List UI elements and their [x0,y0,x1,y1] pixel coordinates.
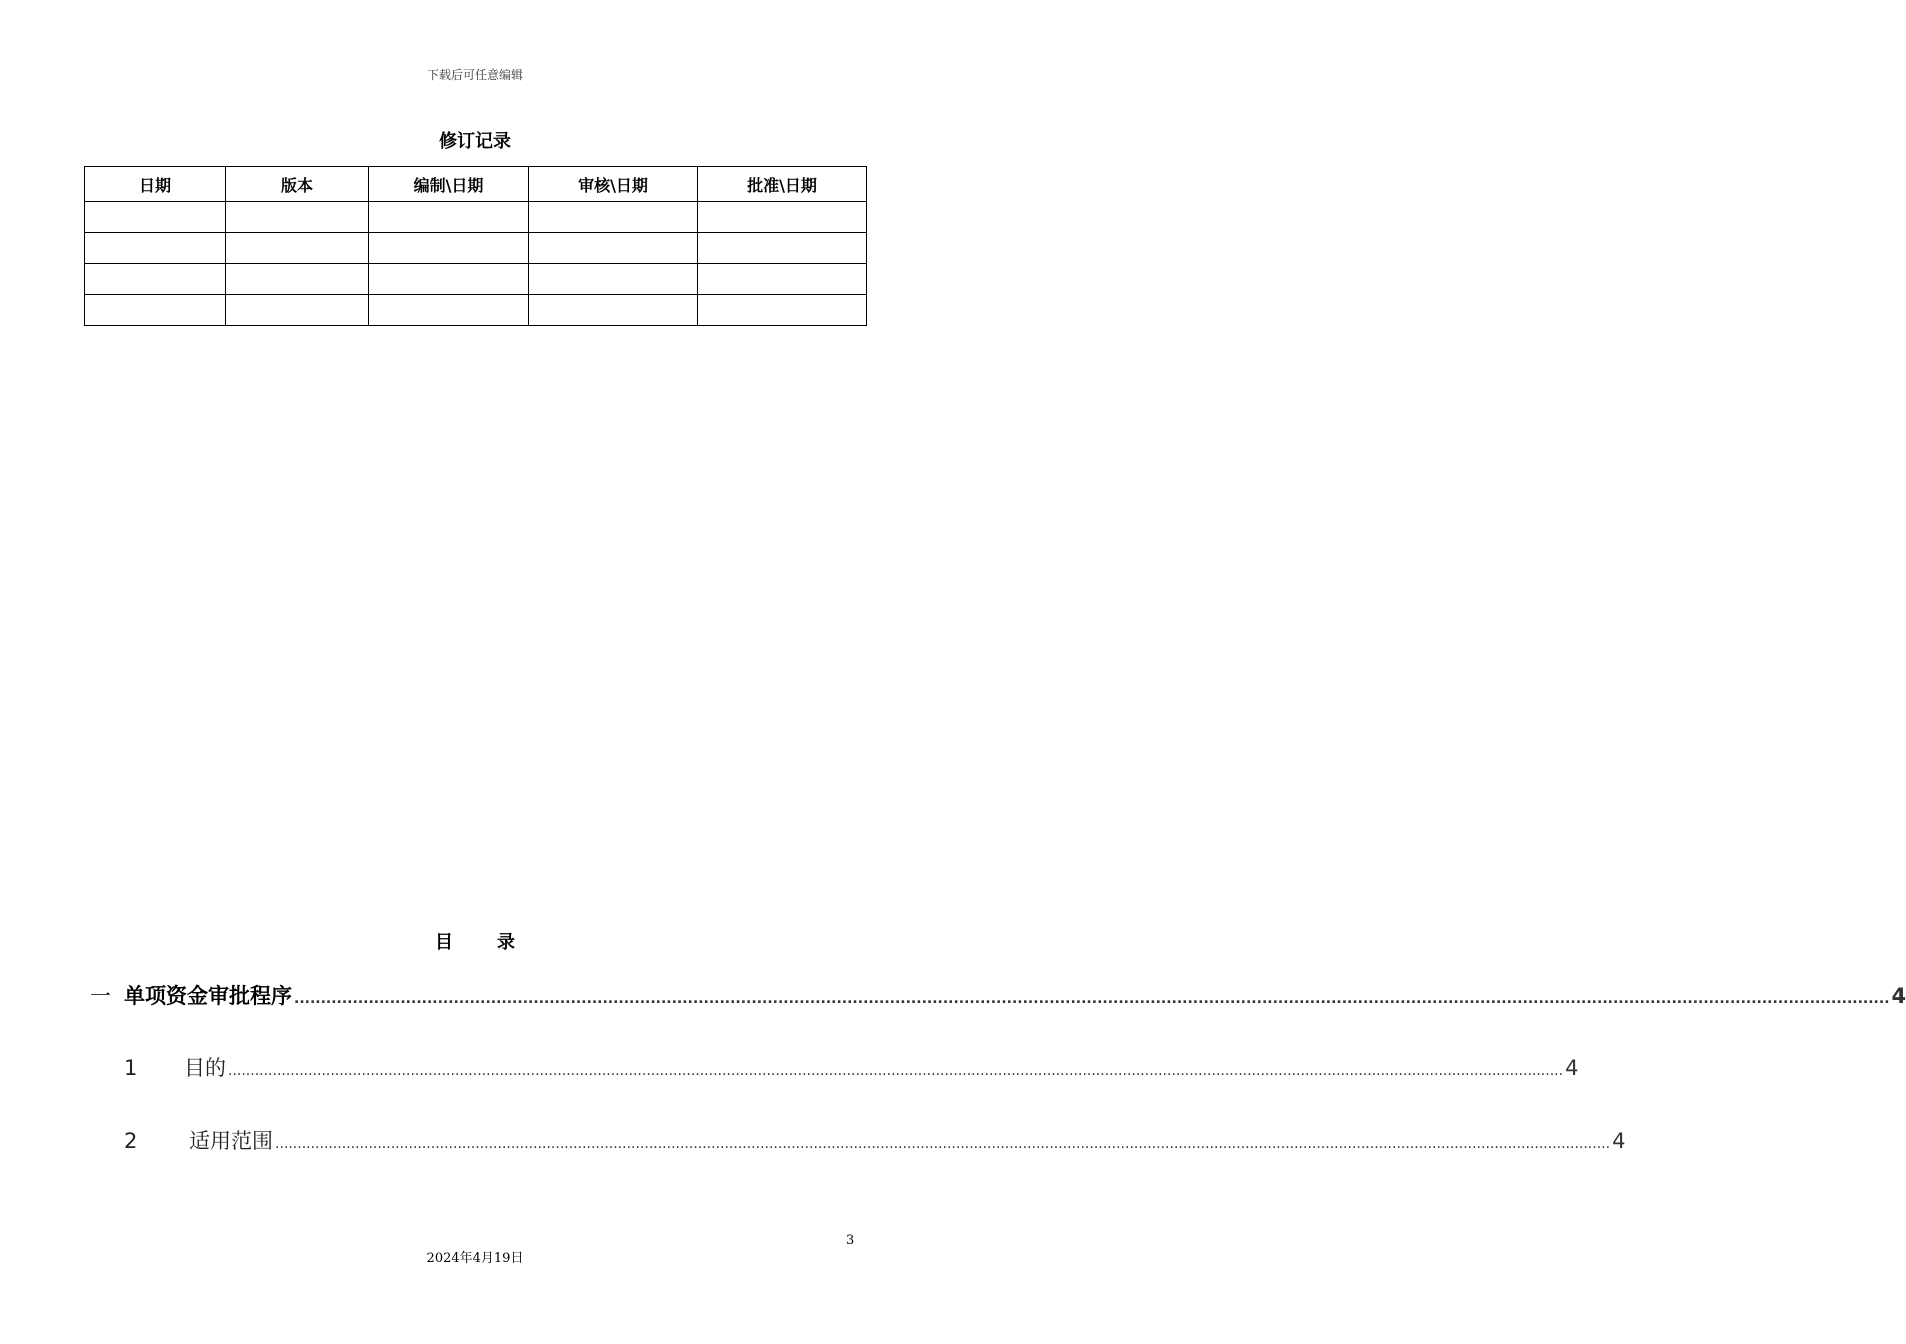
table-cell [529,202,698,233]
column-header-version: 版本 [226,167,369,202]
table-cell [369,233,529,264]
revision-title: 修订记录 [439,131,511,152]
table-row [85,264,867,295]
toc-entry-page: 4 [1565,1056,1579,1080]
toc-title [0,928,950,954]
table-cell [85,202,226,233]
column-header-approved: 批准\日期 [698,167,867,202]
toc-title-left: 目 [435,932,453,953]
page-number: 3 [846,1233,855,1248]
footer-date: 2024年4月19日 [426,1251,524,1266]
table-cell [226,295,369,326]
toc-entry-purpose[interactable] [90,1052,1579,1082]
table-cell [226,202,369,233]
table-cell [698,202,867,233]
toc-entry-label: 单项资金审批程序 [124,984,292,1008]
toc-entry-number: 2 [124,1129,138,1153]
table-cell [226,233,369,264]
table-cell [369,264,529,295]
table-cell [369,202,529,233]
table-cell [85,233,226,264]
table-cell [369,295,529,326]
table-cell [529,264,698,295]
table-row [85,295,867,326]
header-note: 下载后可任意编辑 [426,68,523,82]
toc-entry-page: 4 [1891,984,1906,1008]
table-cell [85,295,226,326]
toc-entry-label: 适用范围 [189,1129,273,1153]
toc-entry-page: 4 [1612,1129,1626,1153]
table-row [85,202,867,233]
column-header-reviewed: 审核\日期 [529,167,698,202]
toc-entry-label: 目的 [184,1056,226,1080]
toc-entry-number: 一 [90,984,111,1008]
toc-entry-number: 1 [124,1056,138,1080]
revision-header-row [85,167,867,202]
table-cell [226,264,369,295]
revision-table [84,166,867,326]
toc-title-right: 录 [497,932,515,953]
table-cell [85,264,226,295]
toc-entry-funds-approval[interactable] [90,980,1906,1010]
toc-dot-leader: ............................................................................................................................................................................................................................................................................................................ [228,1063,1564,1079]
toc-entry-scope[interactable] [90,1125,1626,1155]
table-cell [529,233,698,264]
column-header-date: 日期 [85,167,226,202]
column-header-prepared: 编制\日期 [369,167,529,202]
toc-dot-leader: ............................................................................................................................................................................................................................................................................................................ [294,991,1890,1007]
table-cell [698,233,867,264]
toc-dot-leader: ............................................................................................................................................................................................................................................................................................................ [275,1136,1611,1152]
table-row [85,233,867,264]
table-cell [698,295,867,326]
table-cell [529,295,698,326]
table-cell [698,264,867,295]
